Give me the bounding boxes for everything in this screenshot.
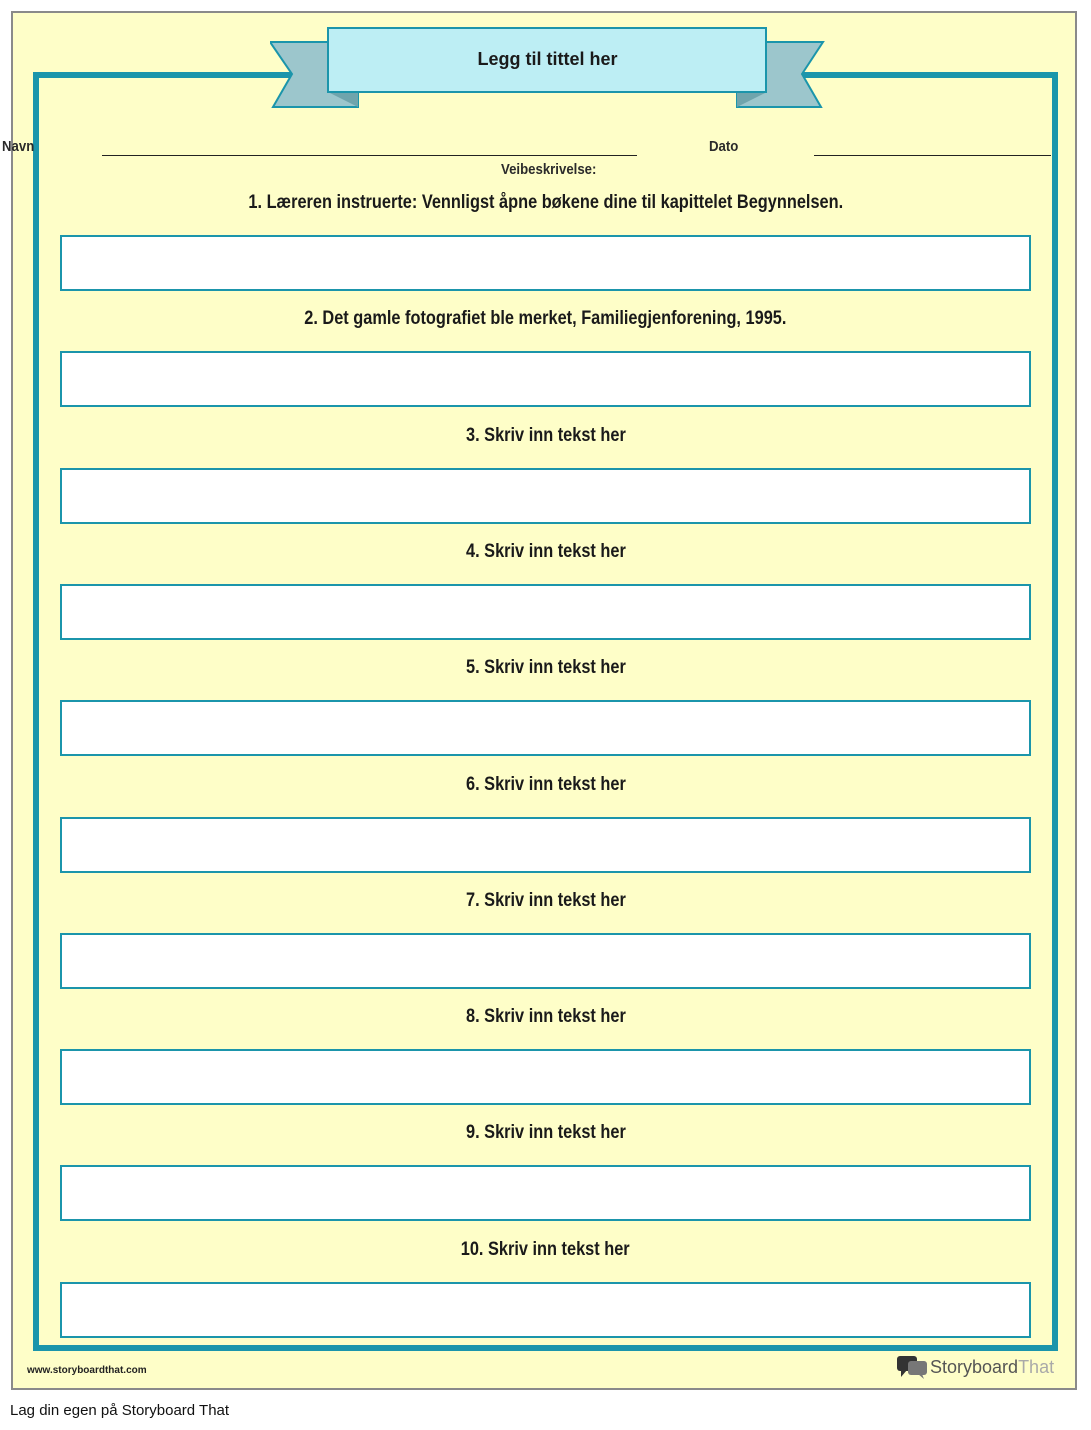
item-prompt xyxy=(60,425,1031,447)
footer-url: www.storyboardthat.com xyxy=(27,1365,147,1376)
item-prompt-text[interactable]: 5. Skriv inn tekst her xyxy=(465,657,626,679)
item-prompt-text[interactable]: 7. Skriv inn tekst her xyxy=(465,889,626,911)
item-prompt xyxy=(60,890,1031,912)
item-prompt xyxy=(60,1006,1031,1028)
answer-box[interactable] xyxy=(60,1049,1031,1105)
item-prompt-text[interactable]: 8. Skriv inn tekst her xyxy=(465,1006,626,1028)
date-label: Dato xyxy=(709,138,739,155)
item-prompt-text[interactable]: 10. Skriv inn tekst her xyxy=(461,1238,630,1260)
bottom-caption[interactable]: Lag din egen på Storyboard That xyxy=(10,1402,230,1419)
item-prompt xyxy=(60,308,1031,330)
item-prompt-text[interactable]: 4. Skriv inn tekst her xyxy=(465,540,626,562)
title-banner xyxy=(270,26,825,110)
answer-box[interactable] xyxy=(60,235,1031,291)
answer-box[interactable] xyxy=(60,700,1031,756)
answer-box[interactable] xyxy=(60,584,1031,640)
answer-box[interactable] xyxy=(60,817,1031,873)
item-prompt xyxy=(60,1239,1031,1261)
answer-box[interactable] xyxy=(60,933,1031,989)
name-label: Navn xyxy=(2,138,35,155)
answer-box[interactable] xyxy=(60,1165,1031,1221)
item-prompt-text[interactable]: 3. Skriv inn tekst her xyxy=(465,424,626,446)
item-prompt-text[interactable]: 9. Skriv inn tekst her xyxy=(465,1122,626,1144)
item-prompt xyxy=(60,657,1031,679)
answer-box[interactable] xyxy=(60,351,1031,407)
item-prompt-text[interactable]: 6. Skriv inn tekst her xyxy=(465,773,626,795)
item-prompt-text[interactable]: 2. Det gamle fotografiet ble merket, Familiegjenforening, 1995. xyxy=(304,308,787,330)
storyboard-that-logo xyxy=(896,1353,1054,1381)
item-prompt-text[interactable]: 1. Læreren instruerte: Vennligst åpne bøkene dine til kapittelet Begynnelsen. xyxy=(248,192,843,213)
item-prompt xyxy=(60,1122,1031,1144)
name-line[interactable] xyxy=(102,155,637,156)
directions-label: Veibeskrivelse: xyxy=(501,161,597,178)
brand-story: Storyboard xyxy=(930,1356,1019,1377)
answer-box[interactable] xyxy=(60,1282,1031,1338)
answer-box[interactable] xyxy=(60,468,1031,524)
worksheet-title[interactable]: Legg til tittel her xyxy=(477,48,618,69)
brand-that: That xyxy=(1018,1356,1055,1377)
item-prompt xyxy=(60,774,1031,796)
date-line[interactable] xyxy=(814,155,1051,156)
item-prompt xyxy=(60,541,1031,563)
item-prompt xyxy=(60,192,1031,214)
speech-bubbles-logo-icon xyxy=(896,1354,930,1380)
